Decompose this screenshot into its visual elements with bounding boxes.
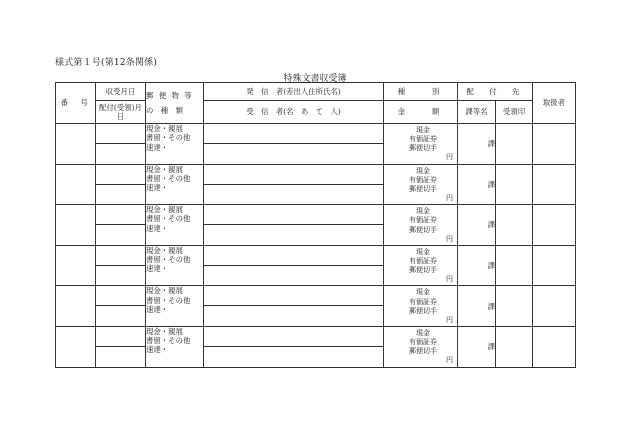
mail-type-line: 書留・その他 — [146, 173, 191, 183]
amount-unit: 円 — [446, 234, 453, 243]
entry-handler-cell[interactable] — [533, 164, 576, 205]
entry-section-cell[interactable] — [458, 205, 496, 246]
amount-line: 現金 — [416, 126, 430, 134]
entry-number-cell[interactable] — [56, 326, 96, 367]
entry-received-date-cell[interactable] — [96, 245, 146, 265]
amount-line: 郵便切手 — [409, 225, 437, 234]
entry-sender-cell[interactable] — [204, 286, 384, 306]
entry-delivered-date-cell[interactable] — [96, 144, 146, 165]
entry-section-cell[interactable] — [458, 245, 496, 286]
entry-section-cell[interactable] — [458, 286, 496, 327]
entry-receipt-seal-cell[interactable] — [496, 124, 533, 165]
entry-receipt-seal-cell[interactable] — [496, 326, 533, 367]
amount-line: 有価証券 — [409, 216, 437, 225]
entry-row — [56, 326, 576, 346]
mail-type-line: 現金・親展 — [146, 124, 183, 133]
entry-receiver-cell[interactable] — [204, 306, 384, 327]
entry-row — [56, 124, 576, 144]
amount-labels — [393, 167, 453, 204]
entry-amount-cell — [384, 245, 458, 286]
amount-line: 郵便切手 — [409, 144, 437, 153]
amount-line: 郵便切手 — [409, 185, 437, 194]
form-number: 様式第１号(第12条関係) — [55, 58, 158, 68]
entry-amount-cell — [384, 205, 458, 246]
header-receipt-seal: 受領印 — [496, 101, 533, 124]
entry-section-cell[interactable] — [458, 124, 496, 165]
section-suffix: 課 — [487, 342, 495, 352]
mail-type-line: 書留・その他 — [146, 295, 191, 305]
amount-unit: 円 — [446, 356, 453, 365]
register-table — [55, 82, 576, 368]
entry-amount-cell — [384, 164, 458, 205]
entry-mail-type-cell — [146, 245, 204, 286]
header-category: 種 別 — [384, 83, 458, 101]
entry-delivered-date-cell[interactable] — [96, 184, 146, 205]
entry-sender-cell[interactable] — [204, 326, 384, 346]
entry-mail-type-cell — [146, 164, 204, 205]
amount-line: 有価証券 — [409, 135, 437, 144]
entry-section-cell[interactable] — [458, 164, 496, 205]
amount-line: 現金 — [416, 247, 430, 256]
entry-received-date-cell[interactable] — [96, 124, 146, 144]
entry-handler-cell[interactable] — [533, 286, 576, 327]
amount-line: 現金 — [416, 328, 430, 337]
entry-sender-cell[interactable] — [204, 205, 384, 225]
entry-mail-type-cell — [146, 326, 204, 367]
entry-number-cell[interactable] — [56, 286, 96, 327]
entry-row — [56, 205, 576, 225]
entry-delivered-date-cell[interactable] — [96, 306, 146, 327]
entry-receipt-seal-cell[interactable] — [496, 205, 533, 246]
amount-labels — [393, 207, 453, 244]
amount-line: 現金 — [416, 288, 430, 297]
entry-handler-cell[interactable] — [533, 205, 576, 246]
entry-handler-cell[interactable] — [533, 245, 576, 286]
register-entries — [56, 124, 576, 368]
amount-labels — [393, 288, 453, 325]
entry-receiver-cell[interactable] — [204, 265, 384, 286]
header-amount: 金 額 — [384, 101, 458, 124]
entry-number-cell[interactable] — [56, 164, 96, 205]
entry-receiver-cell[interactable] — [204, 346, 384, 367]
amount-labels — [393, 126, 453, 163]
entry-row — [56, 286, 576, 306]
entry-row — [56, 245, 576, 265]
entry-receipt-seal-cell[interactable] — [496, 286, 533, 327]
mail-type-line: 現金・親展 — [146, 326, 183, 336]
entry-mail-type-cell — [146, 286, 204, 327]
header-handler: 取扱者 — [533, 83, 576, 124]
section-suffix: 課 — [487, 301, 495, 311]
entry-number-cell[interactable] — [56, 245, 96, 286]
entry-handler-cell[interactable] — [533, 326, 576, 367]
entry-receiver-cell[interactable] — [204, 225, 384, 246]
entry-received-date-cell[interactable] — [96, 326, 146, 346]
entry-number-cell[interactable] — [56, 124, 96, 165]
amount-line: 有価証券 — [409, 297, 437, 306]
amount-line: 郵便切手 — [409, 306, 437, 315]
entry-amount-cell — [384, 124, 458, 165]
entry-sender-cell[interactable] — [204, 124, 384, 144]
amount-line: 有価証券 — [409, 175, 437, 184]
header-section-name: 課等名 — [458, 101, 496, 124]
amount-line: 現金 — [416, 166, 430, 175]
header-receiver: 受 信 者(名 あ て 人) — [204, 101, 384, 124]
header-mail-type — [146, 83, 204, 124]
mail-type-line: 書留・その他 — [146, 133, 191, 143]
mail-type-line: 速達・ — [146, 345, 169, 355]
amount-unit: 円 — [446, 315, 453, 324]
section-suffix: 課 — [487, 220, 495, 230]
mail-type-line: 速達・ — [146, 183, 169, 193]
entry-received-date-cell[interactable] — [96, 286, 146, 306]
entry-section-cell[interactable] — [458, 326, 496, 367]
entry-row — [56, 164, 576, 184]
entry-delivered-date-cell[interactable] — [96, 346, 146, 367]
mail-type-line: 速達・ — [146, 264, 169, 274]
entry-amount-cell — [384, 286, 458, 327]
mail-type-line: 書留・その他 — [146, 255, 191, 265]
mail-type-line: 速達・ — [146, 142, 169, 152]
mail-type-line: 現金・親展 — [146, 245, 183, 255]
entry-handler-cell[interactable] — [533, 124, 576, 165]
mail-type-line: 速達・ — [146, 223, 169, 233]
entry-amount-cell — [384, 326, 458, 367]
mail-type-line: 現金・親展 — [146, 205, 183, 215]
amount-labels — [393, 248, 453, 285]
amount-unit: 円 — [446, 275, 453, 284]
amount-line: 有価証券 — [409, 257, 437, 266]
header-mail-type-bottom: の 種 類 — [146, 106, 183, 115]
entry-sender-cell[interactable] — [204, 245, 384, 265]
mail-type-line: 現金・親展 — [146, 164, 183, 174]
entry-mail-type-cell — [146, 205, 204, 246]
section-suffix: 課 — [487, 179, 495, 189]
header-distribution: 配 付 先 — [458, 83, 533, 101]
amount-line: 郵便切手 — [409, 266, 437, 275]
amount-line: 現金 — [416, 207, 430, 216]
section-suffix: 課 — [487, 260, 495, 270]
header-mail-type-top: 郵 便 物 等 — [146, 90, 194, 100]
section-suffix: 課 — [487, 139, 495, 149]
amount-unit: 円 — [446, 193, 453, 202]
entry-delivered-date-cell[interactable] — [96, 225, 146, 246]
amount-unit: 円 — [446, 153, 453, 162]
entry-mail-type-cell — [146, 124, 204, 165]
header-sender: 発 信 者(差出人住所氏名) — [204, 83, 384, 101]
entry-received-date-cell[interactable] — [96, 205, 146, 225]
amount-line: 郵便切手 — [409, 347, 437, 356]
header-number: 番 号 — [56, 83, 96, 124]
entry-sender-cell[interactable] — [204, 164, 384, 184]
header-received-date: 収受月日 — [96, 83, 146, 101]
entry-receipt-seal-cell[interactable] — [496, 245, 533, 286]
entry-received-date-cell[interactable] — [96, 164, 146, 184]
header-delivered-date: 配付(受領)月日 — [96, 101, 146, 124]
entry-receiver-cell[interactable] — [204, 144, 384, 165]
mail-type-line: 現金・親展 — [146, 286, 183, 296]
entry-number-cell[interactable] — [56, 205, 96, 246]
form-title: 特殊文書収受簿 — [283, 74, 347, 84]
mail-type-line: 書留・その他 — [146, 214, 191, 224]
entry-delivered-date-cell[interactable] — [96, 265, 146, 286]
entry-receipt-seal-cell[interactable] — [496, 164, 533, 205]
mail-type-line: 書留・その他 — [146, 336, 191, 346]
mail-type-line: 速達・ — [146, 304, 169, 314]
entry-receiver-cell[interactable] — [204, 184, 384, 205]
amount-labels — [393, 329, 453, 366]
amount-line: 有価証券 — [409, 338, 437, 347]
